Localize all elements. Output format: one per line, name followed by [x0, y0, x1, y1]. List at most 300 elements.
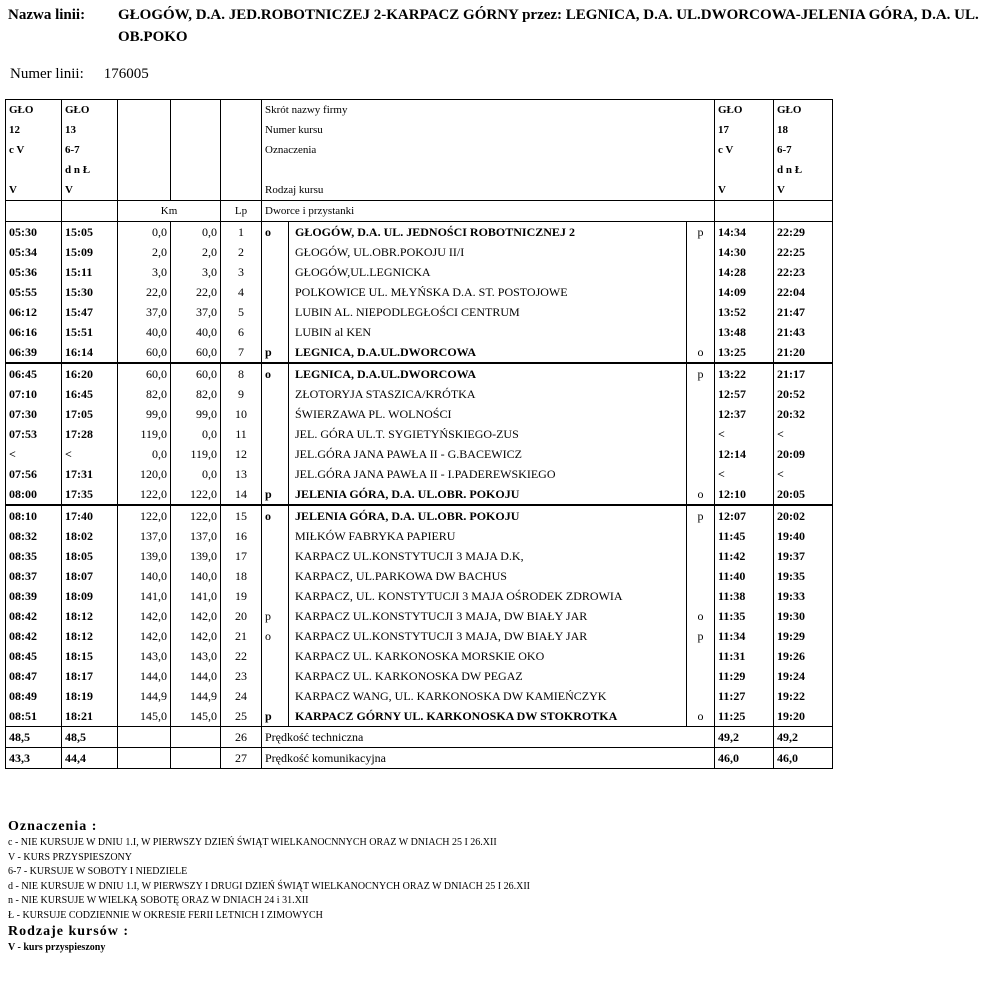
table-row — [6, 686, 833, 706]
time-course-18: 19:29 — [774, 626, 833, 646]
time-course-18: 19:26 — [774, 646, 833, 666]
km-forward: 141,0 — [118, 586, 171, 606]
stop-marker-left — [262, 424, 289, 444]
stop-marker-right — [687, 242, 715, 262]
km-back: 141,0 — [171, 586, 221, 606]
stop-number: 12 — [221, 444, 262, 464]
time-course-17: 11:34 — [715, 626, 774, 646]
table-row — [6, 666, 833, 686]
km-forward: 144,0 — [118, 666, 171, 686]
stop-name: JELENIA GÓRA, D.A. UL.OBR. POKOJU — [289, 484, 687, 505]
stop-marker-left — [262, 262, 289, 282]
time-course-12: 08:32 — [6, 526, 62, 546]
header-empty — [6, 201, 62, 222]
lp-header: Lp — [221, 201, 262, 222]
time-course-17: 13:48 — [715, 322, 774, 342]
km-back: 145,0 — [171, 706, 221, 727]
time-course-17: 14:34 — [715, 222, 774, 243]
header-empty — [118, 160, 171, 180]
km-forward: 120,0 — [118, 464, 171, 484]
time-course-17: 12:57 — [715, 384, 774, 404]
time-course-12: 05:34 — [6, 242, 62, 262]
header-row — [6, 100, 833, 121]
stop-marker-left — [262, 686, 289, 706]
header-empty — [62, 201, 118, 222]
summary-row — [6, 727, 833, 748]
time-course-18: 19:20 — [774, 706, 833, 727]
time-course-17: 14:30 — [715, 242, 774, 262]
stop-name: LEGNICA, D.A.UL.DWORCOWA — [289, 363, 687, 384]
header-course-13: V — [62, 180, 118, 201]
km-forward: 0,0 — [118, 222, 171, 243]
km-back: 82,0 — [171, 384, 221, 404]
time-course-13: 17:05 — [62, 404, 118, 424]
time-course-12: 08:10 — [6, 505, 62, 526]
stop-marker-left — [262, 586, 289, 606]
time-course-12: 07:56 — [6, 464, 62, 484]
km-forward: 22,0 — [118, 282, 171, 302]
km-forward: 137,0 — [118, 526, 171, 546]
time-course-17: 11:35 — [715, 606, 774, 626]
km-back: 122,0 — [171, 484, 221, 505]
stop-marker-right: o — [687, 342, 715, 363]
stop-number: 24 — [221, 686, 262, 706]
time-course-13: 15:30 — [62, 282, 118, 302]
km-back: 144,9 — [171, 686, 221, 706]
km-back: 140,0 — [171, 566, 221, 586]
time-course-13: 17:31 — [62, 464, 118, 484]
table-row — [6, 384, 833, 404]
header-course-12: c V — [6, 140, 62, 160]
time-course-13: 17:28 — [62, 424, 118, 444]
stop-marker-left — [262, 384, 289, 404]
stop-name: KARPACZ UL.KONSTYTUCJI 3 MAJA, DW BIAŁY JAR — [289, 626, 687, 646]
stop-name: JEL. GÓRA UL.T. SYGIETYŃSKIEGO-ZUS — [289, 424, 687, 444]
summary-empty — [118, 748, 171, 769]
stop-name: GŁOGÓW,UL.LEGNICKA — [289, 262, 687, 282]
header-course-17: GŁO — [715, 100, 774, 121]
header-course-17: c V — [715, 140, 774, 160]
stop-marker-left — [262, 404, 289, 424]
km-forward: 144,9 — [118, 686, 171, 706]
time-course-18: 19:33 — [774, 586, 833, 606]
time-course-17: 13:52 — [715, 302, 774, 322]
stop-number: 1 — [221, 222, 262, 243]
time-course-18: 21:43 — [774, 322, 833, 342]
time-course-18: 19:37 — [774, 546, 833, 566]
stops-header: Dworce i przystanki — [262, 201, 715, 222]
stop-marker-right — [687, 666, 715, 686]
time-course-13: 15:05 — [62, 222, 118, 243]
stop-number: 6 — [221, 322, 262, 342]
time-course-12: 06:45 — [6, 363, 62, 384]
km-back: 37,0 — [171, 302, 221, 322]
km-back: 0,0 — [171, 424, 221, 444]
header-course-13: GŁO — [62, 100, 118, 121]
km-header: Km — [118, 201, 221, 222]
summary-course-13: 48,5 — [62, 727, 118, 748]
km-forward: 140,0 — [118, 566, 171, 586]
time-course-13: 18:15 — [62, 646, 118, 666]
table-row — [6, 282, 833, 302]
header-course-18: d n Ł — [774, 160, 833, 180]
stop-number: 4 — [221, 282, 262, 302]
stop-marker-right — [687, 686, 715, 706]
stop-marker-right: o — [687, 706, 715, 727]
time-course-18: 21:17 — [774, 363, 833, 384]
time-course-13: 15:09 — [62, 242, 118, 262]
stop-marker-left: p — [262, 484, 289, 505]
time-course-18: 19:35 — [774, 566, 833, 586]
stop-marker-left — [262, 646, 289, 666]
stop-marker-right — [687, 546, 715, 566]
header-descriptor: Skrót nazwy firmy — [262, 100, 715, 121]
stop-number: 10 — [221, 404, 262, 424]
stop-marker-left — [262, 464, 289, 484]
header-course-13: 13 — [62, 120, 118, 140]
time-course-13: 18:09 — [62, 586, 118, 606]
stop-name: GŁOGÓW, D.A. UL. JEDNOŚCI ROBOTNICZNEJ 2 — [289, 222, 687, 243]
summary-number: 26 — [221, 727, 262, 748]
stop-number: 5 — [221, 302, 262, 322]
stop-marker-left: o — [262, 505, 289, 526]
line-name-label: Nazwa linii: — [8, 7, 86, 23]
stop-marker-right — [687, 404, 715, 424]
km-back: 137,0 — [171, 526, 221, 546]
time-course-18: < — [774, 424, 833, 444]
stop-marker-right — [687, 424, 715, 444]
stop-number: 9 — [221, 384, 262, 404]
km-back: 60,0 — [171, 342, 221, 363]
stop-marker-left — [262, 302, 289, 322]
stop-marker-right — [687, 282, 715, 302]
legend-line: V - KURS PRZYSPIESZONY — [8, 851, 133, 863]
time-course-12: 06:12 — [6, 302, 62, 322]
legend-lines — [8, 836, 993, 923]
stop-marker-right — [687, 566, 715, 586]
table-row — [6, 546, 833, 566]
stop-number: 11 — [221, 424, 262, 444]
time-course-13: 18:21 — [62, 706, 118, 727]
column-title-row — [6, 201, 833, 222]
time-course-18: 20:32 — [774, 404, 833, 424]
header-empty — [171, 180, 221, 201]
header-course-17: 17 — [715, 120, 774, 140]
time-course-12: < — [6, 444, 62, 464]
km-back: 144,0 — [171, 666, 221, 686]
stop-name: KARPACZ GÓRNY UL. KARKONOSKA DW STOKROTKA — [289, 706, 687, 727]
time-course-12: 06:16 — [6, 322, 62, 342]
time-course-17: 11:29 — [715, 666, 774, 686]
time-course-18: 20:02 — [774, 505, 833, 526]
stop-marker-left — [262, 546, 289, 566]
time-course-13: 18:12 — [62, 626, 118, 646]
stop-marker-right — [687, 586, 715, 606]
table-row — [6, 404, 833, 424]
course-types-title: Rodzaje kursów : — [8, 924, 129, 939]
time-course-12: 05:30 — [6, 222, 62, 243]
header-empty — [715, 201, 774, 222]
header-row — [6, 180, 833, 201]
time-course-12: 07:10 — [6, 384, 62, 404]
time-course-12: 07:30 — [6, 404, 62, 424]
time-course-12: 08:42 — [6, 606, 62, 626]
stop-name: LEGNICA, D.A.UL.DWORCOWA — [289, 342, 687, 363]
legend-line: 6-7 - KURSUJE W SOBOTY I NIEDZIELE — [8, 866, 188, 877]
table-row — [6, 222, 833, 243]
course-types-lines — [8, 941, 993, 956]
km-forward: 119,0 — [118, 424, 171, 444]
stop-number: 22 — [221, 646, 262, 666]
header-course-12: GŁO — [6, 100, 62, 121]
stop-name: ZŁOTORYJA STASZICA/KRÓTKA — [289, 384, 687, 404]
time-course-18: 20:05 — [774, 484, 833, 505]
summary-number: 27 — [221, 748, 262, 769]
table-row — [6, 444, 833, 464]
km-back: 0,0 — [171, 464, 221, 484]
stop-number: 21 — [221, 626, 262, 646]
header-empty — [171, 120, 221, 140]
time-course-17: < — [715, 424, 774, 444]
time-course-17: 12:07 — [715, 505, 774, 526]
time-course-18: 22:29 — [774, 222, 833, 243]
time-course-12: 08:00 — [6, 484, 62, 505]
table-row — [6, 566, 833, 586]
stop-name: JEL.GÓRA JANA PAWŁA II - I.PADEREWSKIEGO — [289, 464, 687, 484]
stop-name: JELENIA GÓRA, D.A. UL.OBR. POKOJU — [289, 505, 687, 526]
header-course-17: V — [715, 180, 774, 201]
table-row — [6, 526, 833, 546]
header-empty — [221, 180, 262, 201]
stop-name: KARPACZ UL.KONSTYTUCJI 3 MAJA, DW BIAŁY JAR — [289, 606, 687, 626]
summary-course-18: 46,0 — [774, 748, 833, 769]
km-forward: 0,0 — [118, 444, 171, 464]
time-course-12: 07:53 — [6, 424, 62, 444]
table-row — [6, 606, 833, 626]
header-empty — [171, 160, 221, 180]
stop-marker-right: p — [687, 505, 715, 526]
km-back: 142,0 — [171, 606, 221, 626]
time-course-18: 22:04 — [774, 282, 833, 302]
km-back: 60,0 — [171, 363, 221, 384]
time-course-18: 21:20 — [774, 342, 833, 363]
legend-line: d - NIE KURSUJE W DNIU 1.I, W PIERWSZY I DRUGI DZIEŃ ŚWIĄT WIELKANOCNYCH ORAZ W DNIACH 25 I 26.XII — [8, 880, 531, 892]
time-course-12: 08:42 — [6, 626, 62, 646]
time-course-17: 14:09 — [715, 282, 774, 302]
summary-course-13: 44,4 — [62, 748, 118, 769]
header-descriptor: Rodzaj kursu — [262, 180, 715, 201]
time-course-17: 13:22 — [715, 363, 774, 384]
time-course-12: 08:39 — [6, 586, 62, 606]
stop-marker-right — [687, 302, 715, 322]
header-empty — [171, 140, 221, 160]
line-name: GŁOGÓW, D.A. JED.ROBOTNICZEJ 2-KARPACZ GÓRNY przez: LEGNICA, D.A. UL.DWORCOWA-JELENIA GÓRA, D.A. UL. OB.POKO — [118, 7, 979, 45]
time-course-13: 17:35 — [62, 484, 118, 505]
summary-empty — [171, 727, 221, 748]
summary-course-17: 46,0 — [715, 748, 774, 769]
line-number-row — [10, 66, 149, 83]
time-course-13: 16:14 — [62, 342, 118, 363]
time-course-13: < — [62, 444, 118, 464]
km-forward: 143,0 — [118, 646, 171, 666]
line-number: 176005 — [103, 66, 149, 82]
km-forward: 2,0 — [118, 242, 171, 262]
km-back: 122,0 — [171, 505, 221, 526]
km-forward: 82,0 — [118, 384, 171, 404]
stop-name: KARPACZ, UL. KONSTYTUCJI 3 MAJA OŚRODEK ZDROWIA — [289, 586, 687, 606]
time-course-13: 18:12 — [62, 606, 118, 626]
stop-marker-right — [687, 322, 715, 342]
legend — [8, 818, 993, 956]
stop-number: 13 — [221, 464, 262, 484]
stop-marker-left — [262, 282, 289, 302]
km-back: 22,0 — [171, 282, 221, 302]
stop-name: JEL.GÓRA JANA PAWŁA II - G.BACEWICZ — [289, 444, 687, 464]
km-forward: 145,0 — [118, 706, 171, 727]
time-course-17: 12:10 — [715, 484, 774, 505]
legend-line: Ł - KURSUJE CODZIENNIE W OKRESIE FERII LETNICH I ZIMOWYCH — [8, 909, 323, 921]
table-row — [6, 586, 833, 606]
stop-number: 3 — [221, 262, 262, 282]
time-course-18: 20:09 — [774, 444, 833, 464]
header-course-17 — [715, 160, 774, 180]
stop-marker-left — [262, 666, 289, 686]
header-row — [6, 140, 833, 160]
stop-name: KARPACZ WANG, UL. KARKONOSKA DW KAMIEŃCZYK — [289, 686, 687, 706]
km-back: 40,0 — [171, 322, 221, 342]
stop-marker-right — [687, 384, 715, 404]
header-course-12: 12 — [6, 120, 62, 140]
time-course-12: 05:55 — [6, 282, 62, 302]
table-row — [6, 363, 833, 384]
header-course-18: 18 — [774, 120, 833, 140]
time-course-17: < — [715, 464, 774, 484]
stop-number: 19 — [221, 586, 262, 606]
header-empty — [118, 120, 171, 140]
km-forward: 142,0 — [118, 606, 171, 626]
header-descriptor — [262, 160, 715, 180]
table-row — [6, 646, 833, 666]
legend-line: n - NIE KURSUJE W WIELKĄ SOBOTĘ ORAZ W DNIACH 24 i 31.XII — [8, 895, 309, 906]
legend-title: Oznaczenia : — [8, 819, 98, 834]
stop-number: 15 — [221, 505, 262, 526]
time-course-17: 11:45 — [715, 526, 774, 546]
summary-label: Prędkość komunikacyjna — [262, 748, 715, 769]
stop-marker-right: p — [687, 363, 715, 384]
stop-name: GŁOGÓW, UL.OBR.POKOJU II/I — [289, 242, 687, 262]
summary-course-18: 49,2 — [774, 727, 833, 748]
time-course-17: 11:40 — [715, 566, 774, 586]
header-empty — [118, 100, 171, 121]
stop-marker-left: o — [262, 626, 289, 646]
stop-number: 8 — [221, 363, 262, 384]
km-back: 143,0 — [171, 646, 221, 666]
stop-marker-left — [262, 444, 289, 464]
line-number-label: Numer linii: — [10, 66, 84, 82]
time-course-17: 12:37 — [715, 404, 774, 424]
time-course-12: 05:36 — [6, 262, 62, 282]
stop-name: POLKOWICE UL. MŁYŃSKA D.A. ST. POSTOJOWE — [289, 282, 687, 302]
summary-course-12: 48,5 — [6, 727, 62, 748]
summary-empty — [118, 727, 171, 748]
header-course-18: V — [774, 180, 833, 201]
header-course-12: V — [6, 180, 62, 201]
stop-name: KARPACZ UL. KARKONOSKA MORSKIE OKO — [289, 646, 687, 666]
line-name-header — [8, 4, 993, 48]
stop-number: 17 — [221, 546, 262, 566]
summary-row — [6, 748, 833, 769]
header-course-18: GŁO — [774, 100, 833, 121]
time-course-12: 08:49 — [6, 686, 62, 706]
time-course-13: 18:05 — [62, 546, 118, 566]
stop-name: KARPACZ, UL.PARKOWA DW BACHUS — [289, 566, 687, 586]
header-course-13: d n Ł — [62, 160, 118, 180]
time-course-13: 18:17 — [62, 666, 118, 686]
stop-name: ŚWIERZAWA PL. WOLNOŚCI — [289, 404, 687, 424]
table-row — [6, 484, 833, 505]
stop-marker-left: o — [262, 222, 289, 243]
km-forward: 122,0 — [118, 484, 171, 505]
stop-marker-right: o — [687, 606, 715, 626]
time-course-13: 16:45 — [62, 384, 118, 404]
time-course-18: 19:40 — [774, 526, 833, 546]
timetable — [5, 99, 833, 769]
stop-marker-right — [687, 262, 715, 282]
time-course-17: 12:14 — [715, 444, 774, 464]
table-row — [6, 302, 833, 322]
header-empty — [118, 140, 171, 160]
time-course-13: 16:20 — [62, 363, 118, 384]
stop-name: MIŁKÓW FABRYKA PAPIERU — [289, 526, 687, 546]
header-course-13: 6-7 — [62, 140, 118, 160]
time-course-13: 15:51 — [62, 322, 118, 342]
table-row — [6, 706, 833, 727]
time-course-13: 15:47 — [62, 302, 118, 322]
km-forward: 60,0 — [118, 342, 171, 363]
time-course-12: 06:39 — [6, 342, 62, 363]
stop-marker-left — [262, 322, 289, 342]
time-course-13: 17:40 — [62, 505, 118, 526]
table-row — [6, 262, 833, 282]
time-course-18: 20:52 — [774, 384, 833, 404]
stop-marker-right — [687, 646, 715, 666]
stop-number: 20 — [221, 606, 262, 626]
time-course-17: 11:38 — [715, 586, 774, 606]
time-course-17: 11:27 — [715, 686, 774, 706]
time-course-12: 08:45 — [6, 646, 62, 666]
time-course-18: 19:22 — [774, 686, 833, 706]
header-row — [6, 160, 833, 180]
time-course-13: 15:11 — [62, 262, 118, 282]
header-row — [6, 120, 833, 140]
header-empty — [221, 100, 262, 121]
km-forward: 3,0 — [118, 262, 171, 282]
time-course-12: 08:51 — [6, 706, 62, 727]
km-forward: 139,0 — [118, 546, 171, 566]
table-row — [6, 424, 833, 444]
stop-marker-right: p — [687, 222, 715, 243]
km-back: 119,0 — [171, 444, 221, 464]
km-forward: 142,0 — [118, 626, 171, 646]
legend-line: c - NIE KURSUJE W DNIU 1.I, W PIERWSZY DZIEŃ ŚWIĄT WIELKANOCNNYCH ORAZ W DNIACH 25 I 26.XII — [8, 837, 497, 848]
header-empty — [221, 140, 262, 160]
stop-marker-left — [262, 242, 289, 262]
km-forward: 37,0 — [118, 302, 171, 322]
time-course-18: < — [774, 464, 833, 484]
stop-marker-left: p — [262, 606, 289, 626]
km-back: 3,0 — [171, 262, 221, 282]
time-course-13: 18:19 — [62, 686, 118, 706]
